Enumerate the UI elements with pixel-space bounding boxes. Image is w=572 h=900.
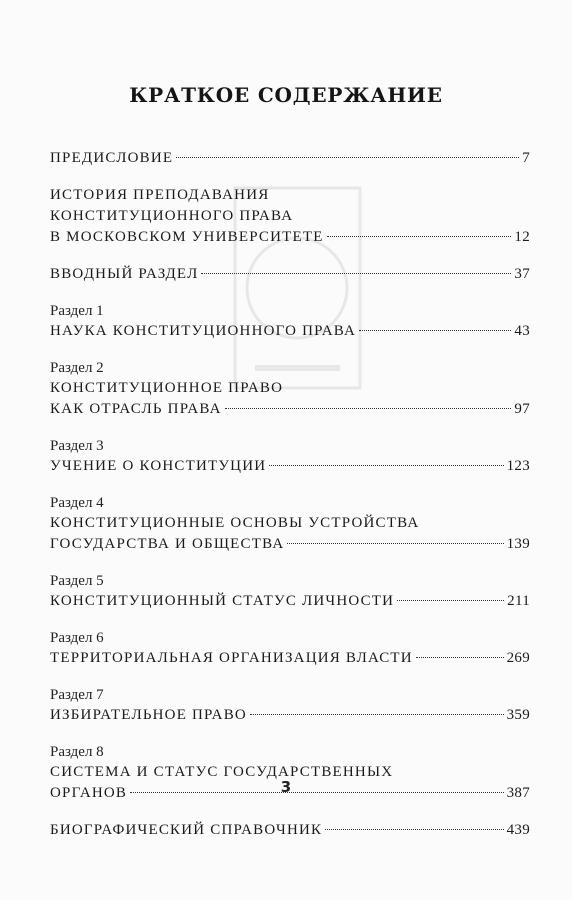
toc-page-number: 269 (506, 650, 530, 666)
dot-leader (225, 408, 512, 409)
toc-section-label: Раздел 2 (50, 360, 104, 376)
toc-entry-title: КОНСТИТУЦИОННЫЙ СТАТУС ЛИЧНОСТИ (50, 593, 395, 609)
toc-page-number: 7 (522, 150, 530, 166)
dot-leader (416, 657, 504, 658)
toc-entry-title: ИСТОРИЯ ПРЕПОДАВАНИЯ (50, 187, 270, 203)
toc-entry-line (50, 148, 530, 169)
toc-entry-title: ТЕРРИТОРИАЛЬНАЯ ОРГАНИЗАЦИЯ ВЛАСТИ (50, 650, 413, 666)
toc-page-number: 139 (506, 536, 530, 552)
table-of-contents (50, 148, 530, 857)
toc-entry-title: КОНСТИТУЦИОННОЕ ПРАВО (50, 380, 284, 396)
toc-entry[interactable] (50, 493, 530, 555)
toc-page-number: 439 (506, 822, 530, 838)
toc-entry-line (50, 534, 530, 555)
dot-leader (287, 543, 503, 544)
toc-entry[interactable] (50, 436, 530, 477)
toc-entry-line (50, 185, 530, 206)
toc-section-label: Раздел 7 (50, 687, 104, 703)
dot-leader (269, 465, 503, 466)
toc-entry-line (50, 399, 530, 420)
toc-entry-title: УЧЕНИЕ О КОНСТИТУЦИИ (50, 458, 267, 474)
toc-entry-line (50, 321, 530, 342)
toc-page-number: 37 (514, 266, 530, 282)
dot-leader (327, 236, 512, 237)
toc-entry-line (50, 378, 530, 399)
toc-entry-line (50, 264, 530, 285)
toc-entry-title: ПРЕДИСЛОВИЕ (50, 150, 174, 166)
toc-entry-line (50, 456, 530, 477)
toc-page-number: 123 (506, 458, 530, 474)
dot-leader (201, 273, 511, 274)
toc-section-label: Раздел 5 (50, 573, 104, 589)
toc-entry[interactable] (50, 628, 530, 669)
toc-entry-title: НАУКА КОНСТИТУЦИОННОГО ПРАВА (50, 323, 357, 339)
toc-entry-title: В МОСКОВСКОМ УНИВЕРСИТЕТЕ (50, 229, 324, 245)
toc-entry-title: КОНСТИТУЦИОННЫЕ ОСНОВЫ УСТРОЙСТВА (50, 515, 420, 531)
toc-entry[interactable] (50, 358, 530, 420)
toc-entry-line (50, 705, 530, 726)
dot-leader (397, 600, 504, 601)
dot-leader (176, 157, 519, 158)
toc-page-number: 387 (506, 785, 530, 801)
toc-entry[interactable] (50, 148, 530, 169)
toc-section-label: Раздел 6 (50, 630, 104, 646)
toc-entry-line (50, 513, 530, 534)
toc-section-label: Раздел 1 (50, 303, 104, 319)
toc-entry-line (50, 648, 530, 669)
toc-entry[interactable] (50, 820, 530, 841)
toc-entry-title: КОНСТИТУЦИОННОГО ПРАВА (50, 208, 294, 224)
toc-section-label: Раздел 3 (50, 438, 104, 454)
page-number: 3 (280, 778, 292, 796)
toc-page-number: 359 (506, 707, 530, 723)
toc-entry-line (50, 820, 530, 841)
toc-entry-title: СИСТЕМА И СТАТУС ГОСУДАРСТВЕННЫХ (50, 764, 394, 780)
toc-entry-line (50, 206, 530, 227)
toc-entry-line (50, 591, 530, 612)
toc-section-label: Раздел 8 (50, 744, 104, 760)
toc-page-number: 97 (514, 401, 530, 417)
toc-entry-title: ВВОДНЫЙ РАЗДЕЛ (50, 266, 199, 282)
dot-leader (325, 829, 503, 830)
toc-page-number: 12 (514, 229, 530, 245)
toc-entry[interactable] (50, 185, 530, 248)
toc-entry-title: ГОСУДАРСТВА И ОБЩЕСТВА (50, 536, 285, 552)
dot-leader (250, 714, 504, 715)
dot-leader (359, 330, 511, 331)
toc-entry[interactable] (50, 301, 530, 342)
toc-entry[interactable] (50, 571, 530, 612)
toc-entry-line (50, 227, 530, 248)
toc-section-label: Раздел 4 (50, 495, 104, 511)
toc-page-number: 211 (507, 593, 530, 609)
toc-entry[interactable] (50, 264, 530, 285)
toc-entry-title: ИЗБИРАТЕЛЬНОЕ ПРАВО (50, 707, 247, 723)
toc-entry-title: БИОГРАФИЧЕСКИЙ СПРАВОЧНИК (50, 822, 323, 838)
toc-page-number: 43 (514, 323, 530, 339)
page-title: КРАТКОЕ СОДЕРЖАНИЕ (129, 83, 443, 108)
toc-entry-title: ОРГАНОВ (50, 785, 128, 801)
toc-entry[interactable] (50, 685, 530, 726)
toc-entry-title: КАК ОТРАСЛЬ ПРАВА (50, 401, 222, 417)
